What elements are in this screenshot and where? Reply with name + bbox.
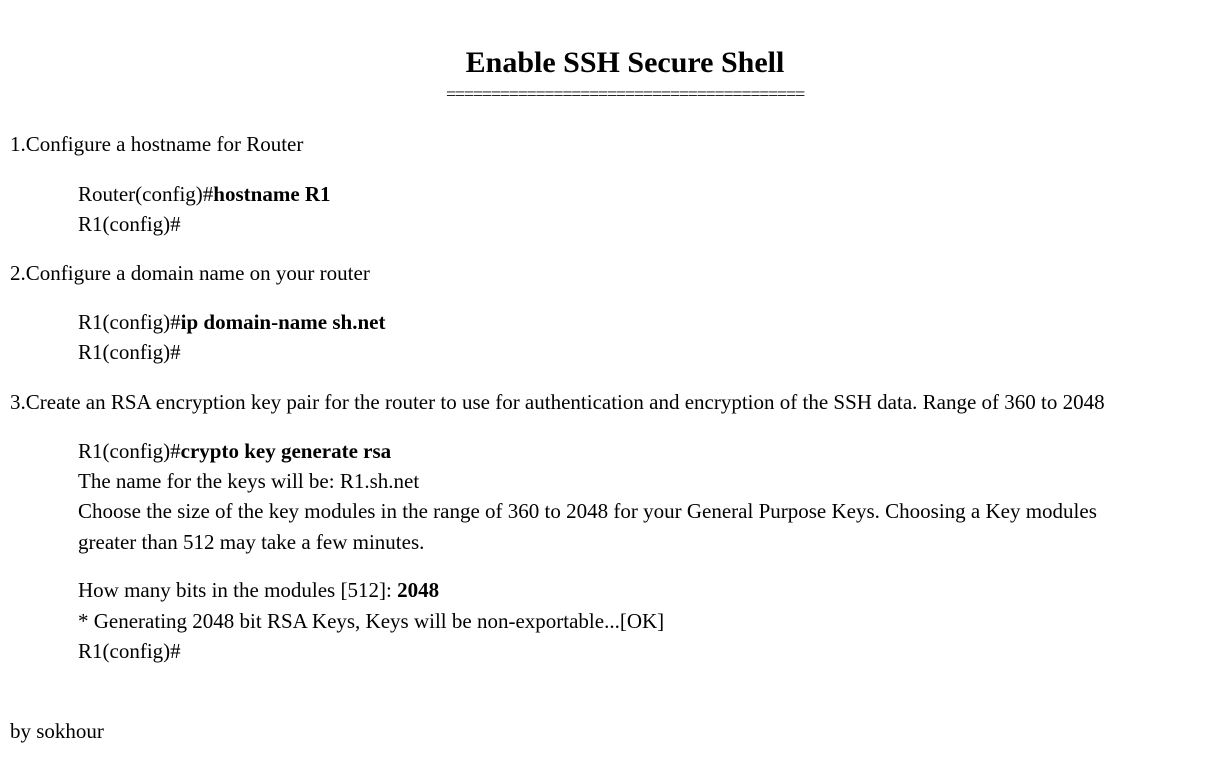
page-title: Enable SSH Secure Shell (465, 46, 785, 79)
step-2-line-2 (78, 337, 181, 367)
step-3-line-3 (78, 496, 1097, 526)
cli-command: 2048 (397, 578, 440, 602)
step-3-line-2 (78, 466, 419, 496)
step-3-line-7 (78, 636, 181, 666)
step-3-line-4 (78, 527, 424, 557)
cli-prompt: R1(config)# (78, 340, 181, 364)
cli-prompt: R1(config)# (78, 212, 181, 236)
cli-prompt: R1(config)# (78, 639, 181, 663)
cli-prompt: Router(config)# (78, 182, 214, 206)
cli-command: crypto key generate rsa (180, 439, 392, 463)
author-credit: by sokhour (10, 719, 104, 743)
step-2-line-1 (78, 307, 385, 337)
step-1-line-2 (78, 209, 181, 239)
cli-output: greater than 512 may take a few minutes. (78, 530, 425, 554)
step-1-heading: 1.Configure a hostname for Router (10, 132, 304, 156)
cli-command: hostname R1 (213, 182, 331, 206)
step-1-line-1 (78, 179, 331, 209)
cli-output: * Generating 2048 bit RSA Keys, Keys will be non-exportable...[OK] (78, 609, 665, 633)
cli-output: The name for the keys will be: R1.sh.net (78, 469, 420, 493)
step-3-line-5 (78, 575, 439, 605)
step-3-line-6 (78, 606, 664, 636)
cli-prompt: R1(config)# (78, 439, 181, 463)
title-separator: ======================================== (445, 84, 805, 104)
step-2-heading: 2.Configure a domain name on your router (10, 261, 370, 285)
cli-prompt: R1(config)# (78, 310, 181, 334)
cli-output: Choose the size of the key modules in the range of 360 to 2048 for your General Purpose Keys. Choosing a Key modules (78, 499, 1097, 523)
step-3-heading: 3.Create an RSA encryption key pair for the router to use for authentication and encryption of the SSH data. Range of 360 to 2048 (10, 390, 1105, 414)
cli-output: How many bits in the modules [512]: (78, 578, 398, 602)
step-3-line-1 (78, 436, 391, 466)
cli-command: ip domain-name sh.net (180, 310, 386, 334)
